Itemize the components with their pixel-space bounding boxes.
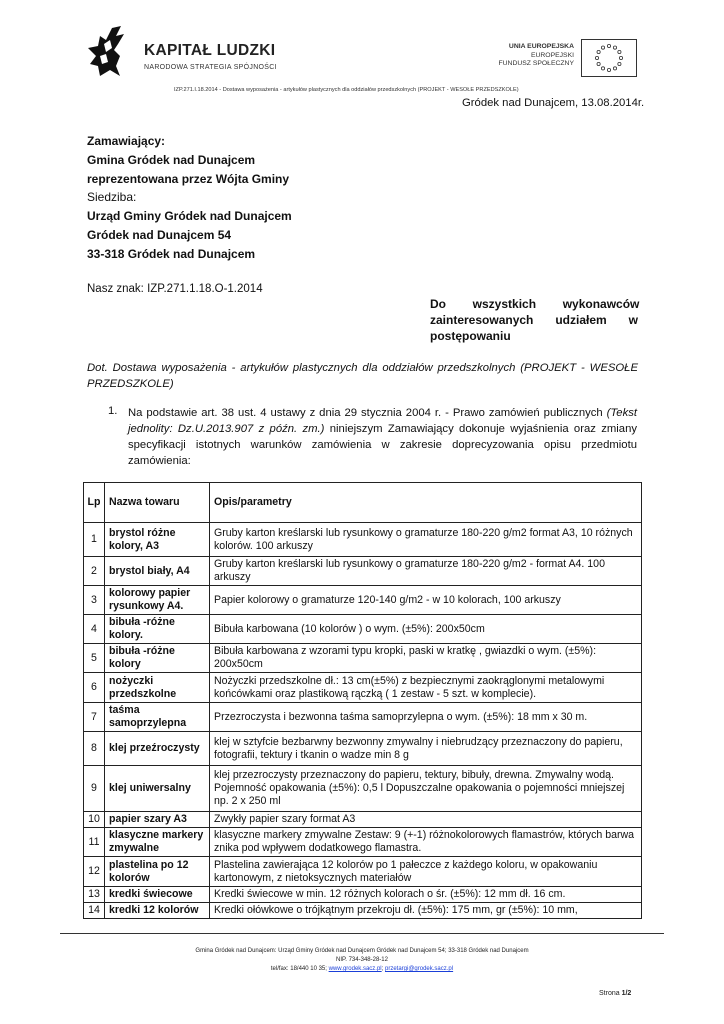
row-lp: 11: [84, 828, 105, 857]
table-row: [84, 644, 642, 673]
recipient-line2: zainteresowanych udziałem w: [430, 313, 638, 327]
row-description: Zwykły papier szary format A3: [210, 812, 642, 828]
row-description: Kredki ołówkowe o trójkątnym przekroju dł. (±5%): 175 mm, gr (±5%): 10 mm,: [210, 903, 642, 919]
eu-label-line1: UNIA EUROPEJSKA: [508, 43, 574, 50]
table-row: [84, 615, 642, 644]
page-number: [599, 990, 631, 997]
eu-label: [478, 43, 574, 69]
table-row: [84, 828, 642, 857]
office-street: Gródek nad Dunajcem 54: [87, 227, 232, 242]
ordering-party-label: Zamawiający:: [87, 134, 166, 148]
paragraph-1: [128, 405, 637, 469]
header-desc: Opis/parametry: [210, 483, 642, 523]
row-item-name: kredki 12 kolorów: [105, 903, 210, 919]
row-description: Bibuła karbowana z wzorami typu kropki, paski w kratkę , gwiazdki o wym. (±5%): 200x50cm: [210, 644, 642, 673]
row-lp: 14: [84, 903, 105, 919]
recipient-block: [430, 296, 638, 344]
row-description: Kredki świecowe w min. 12 różnych kolorach o śr. (±5%): 12 mm dł. 16 cm.: [210, 887, 642, 903]
row-lp: 9: [84, 766, 105, 812]
ordering-party-name: Gmina Gródek nad Dunajcem: [87, 152, 256, 167]
table-row: [84, 903, 642, 919]
paragraph-1-text-a: Na podstawie art. 38 ust. 4 ustawy z dnia 29 stycznia 2004 r. - Prawo zamówień publicznych: [128, 407, 607, 419]
row-item-name: brystol różne kolory, A3: [105, 523, 210, 557]
row-lp: 8: [84, 732, 105, 766]
table-row: [84, 703, 642, 732]
kapital-ludzki-logo: [86, 26, 126, 76]
paragraph-1-citation: (Tekst jednolity: Dz.U.2013.907 z późn. zm.): [128, 407, 637, 435]
footer-phone: tel/fax: 18/440 10 35;: [270, 966, 329, 972]
website-link[interactable]: www.grodek.sacz.pl: [328, 966, 382, 972]
row-description: Bibuła karbowana (10 kolorów ) o wym. (±5%): 200x50cm: [210, 615, 642, 644]
row-lp: 10: [84, 812, 105, 828]
email-link[interactable]: przetargi@grodek.sacz.pl: [384, 966, 454, 972]
table-row: [84, 887, 642, 903]
row-description: Plastelina zawierająca 12 kolorów po 1 pałeczce z każdego koloru, w opakowaniu kartonowym, z nietoksycznych materiałów: [210, 857, 642, 887]
table-header-row: [84, 483, 642, 523]
header-lp: Lp: [84, 483, 105, 523]
items-table: [83, 482, 642, 919]
footer-nip: NIP. 734-348-28-12: [336, 957, 388, 963]
row-lp: 12: [84, 857, 105, 887]
row-item-name: plastelina po 12 kolorów: [105, 857, 210, 887]
seat-label: Siedziba:: [87, 190, 137, 205]
ordering-party-represented: reprezentowana przez Wójta Gminy: [87, 171, 290, 186]
row-lp: 5: [84, 644, 105, 673]
recipient-line3: postępowaniu: [430, 329, 511, 343]
row-description: klej w sztyfcie bezbarwny bezwonny zmywalny i niebrudzący przeznaczony do papieru, fotografii, tektury i tkanin o wadze min 8 g: [210, 732, 642, 766]
row-item-name: klej uniwersalny: [105, 766, 210, 812]
footer-divider: [60, 933, 664, 934]
row-item-name: klasyczne markery zmywalne: [105, 828, 210, 857]
row-item-name: klej przeźroczysty: [105, 732, 210, 766]
row-item-name: brystol biały, A4: [105, 557, 210, 586]
footer-contact: [0, 966, 724, 972]
row-description: klej przezroczysty przeznaczony do papieru, tektury, bibuły, drewna. Zmywalny wodą. Pojemność opakowania (±5%): 0,5 l Dopuszczalne opakowania o pojemności mniejszej np. 2 x 250 ml: [210, 766, 642, 812]
row-item-name: kredki świecowe: [105, 887, 210, 903]
page-label: Strona: [599, 990, 622, 997]
row-description: Gruby karton kreślarski lub rysunkowy o gramaturze 180-220 g/m2 format A3, 10 różnych kolorów. 100 arkuszy: [210, 523, 642, 557]
logo-title: KAPITAŁ LUDZKI: [144, 42, 276, 59]
project-line: IZP.271.I.18.2014 - Dostawa wyposażenia - artykułów plastycznych dla oddziałów przedszkolnych (PROJEKT - WESOŁE PRZEDSZKOLE): [174, 87, 519, 93]
row-description: Papier kolorowy o gramaturze 120-140 g/m2 - w 10 kolorach, 100 arkuszy: [210, 586, 642, 615]
footer-address: Gmina Gródek nad Dunajcem: Urząd Gminy Gródek nad Dunajcem Gródek nad Dunajcem 54; 33-318 Gródek nad Dunajcem: [195, 948, 529, 954]
table-row: [84, 673, 642, 703]
table-row: [84, 812, 642, 828]
row-lp: 4: [84, 615, 105, 644]
table-row: [84, 732, 642, 766]
table-row: [84, 523, 642, 557]
row-lp: 1: [84, 523, 105, 557]
row-item-name: kolorowy papier rysunkowy A4.: [105, 586, 210, 615]
row-description: Gruby karton kreślarski lub rysunkowy o gramaturze 180-220 g/m2 - format A4. 100 arkuszy: [210, 557, 642, 586]
office-name: Urząd Gminy Gródek nad Dunajcem: [87, 209, 292, 224]
row-description: Nożyczki przedszkolne dł.: 13 cm(±5%) z bezpiecznymi zaokrąglonymi metalowymi końcówkami oraz plastikową rączką ( 1 zestaw - 5 szt. w komplecie).: [210, 673, 642, 703]
table-row: [84, 857, 642, 887]
row-item-name: papier szary A3: [105, 812, 210, 828]
eu-flag-icon: [581, 39, 637, 77]
ordering-party-block: [87, 132, 292, 264]
paragraph-1-text-c: niniejszym Zamawiający dokonuje wyjaśnienia oraz zmiany specyfikacji istotnych warunków zamówienia w zakresie doprecyzowania opisu przedmiotu zamówienia:: [128, 423, 637, 467]
row-lp: 7: [84, 703, 105, 732]
table-row: [84, 766, 642, 812]
row-item-name: taśma samoprzylepna: [105, 703, 210, 732]
row-lp: 6: [84, 673, 105, 703]
logo-subtitle: NARODOWA STRATEGIA SPÓJNOŚCI: [144, 64, 277, 71]
recipient-line1: Do wszystkich wykonawców: [430, 297, 640, 311]
office-postcode: 33-318 Gródek nad Dunajcem: [87, 246, 256, 261]
subject-line: Dot. Dostawa wyposażenia - artykułów plastycznych dla oddziałów przedszkolnych (PROJEKT - WESOŁE PRZEDSZKOLE): [87, 362, 638, 390]
eu-label-line2: EUROPEJSKI: [530, 51, 574, 59]
row-lp: 2: [84, 557, 105, 586]
row-item-name: bibuła -różne kolory: [105, 644, 210, 673]
paragraph-number: 1.: [108, 405, 118, 417]
row-description: klasyczne markery zmywalne Zestaw: 9 (+-1) różnokolorowych flamastrów, których barwa znika pod wpływem dodatkowego flamastra.: [210, 828, 642, 857]
header-name: Nazwa towaru: [105, 483, 210, 523]
table-row: [84, 586, 642, 615]
row-item-name: nożyczki przedszkolne: [105, 673, 210, 703]
footer-separator: ;: [381, 966, 385, 972]
reference-number: Nasz znak: IZP.271.1.18.O-1.2014: [87, 283, 263, 295]
document-date: Gródek nad Dunajcem, 13.08.2014r.: [462, 97, 645, 109]
row-description: Przezroczysta i bezwonna taśma samoprzylepna o wym. (±5%): 18 mm x 30 m.: [210, 703, 642, 732]
row-lp: 13: [84, 887, 105, 903]
page-value: 1/2: [621, 990, 632, 997]
eu-label-line3: FUNDUSZ SPOŁECZNY: [498, 60, 574, 68]
table-row: [84, 557, 642, 586]
row-lp: 3: [84, 586, 105, 615]
row-item-name: bibuła -różne kolory.: [105, 615, 210, 644]
